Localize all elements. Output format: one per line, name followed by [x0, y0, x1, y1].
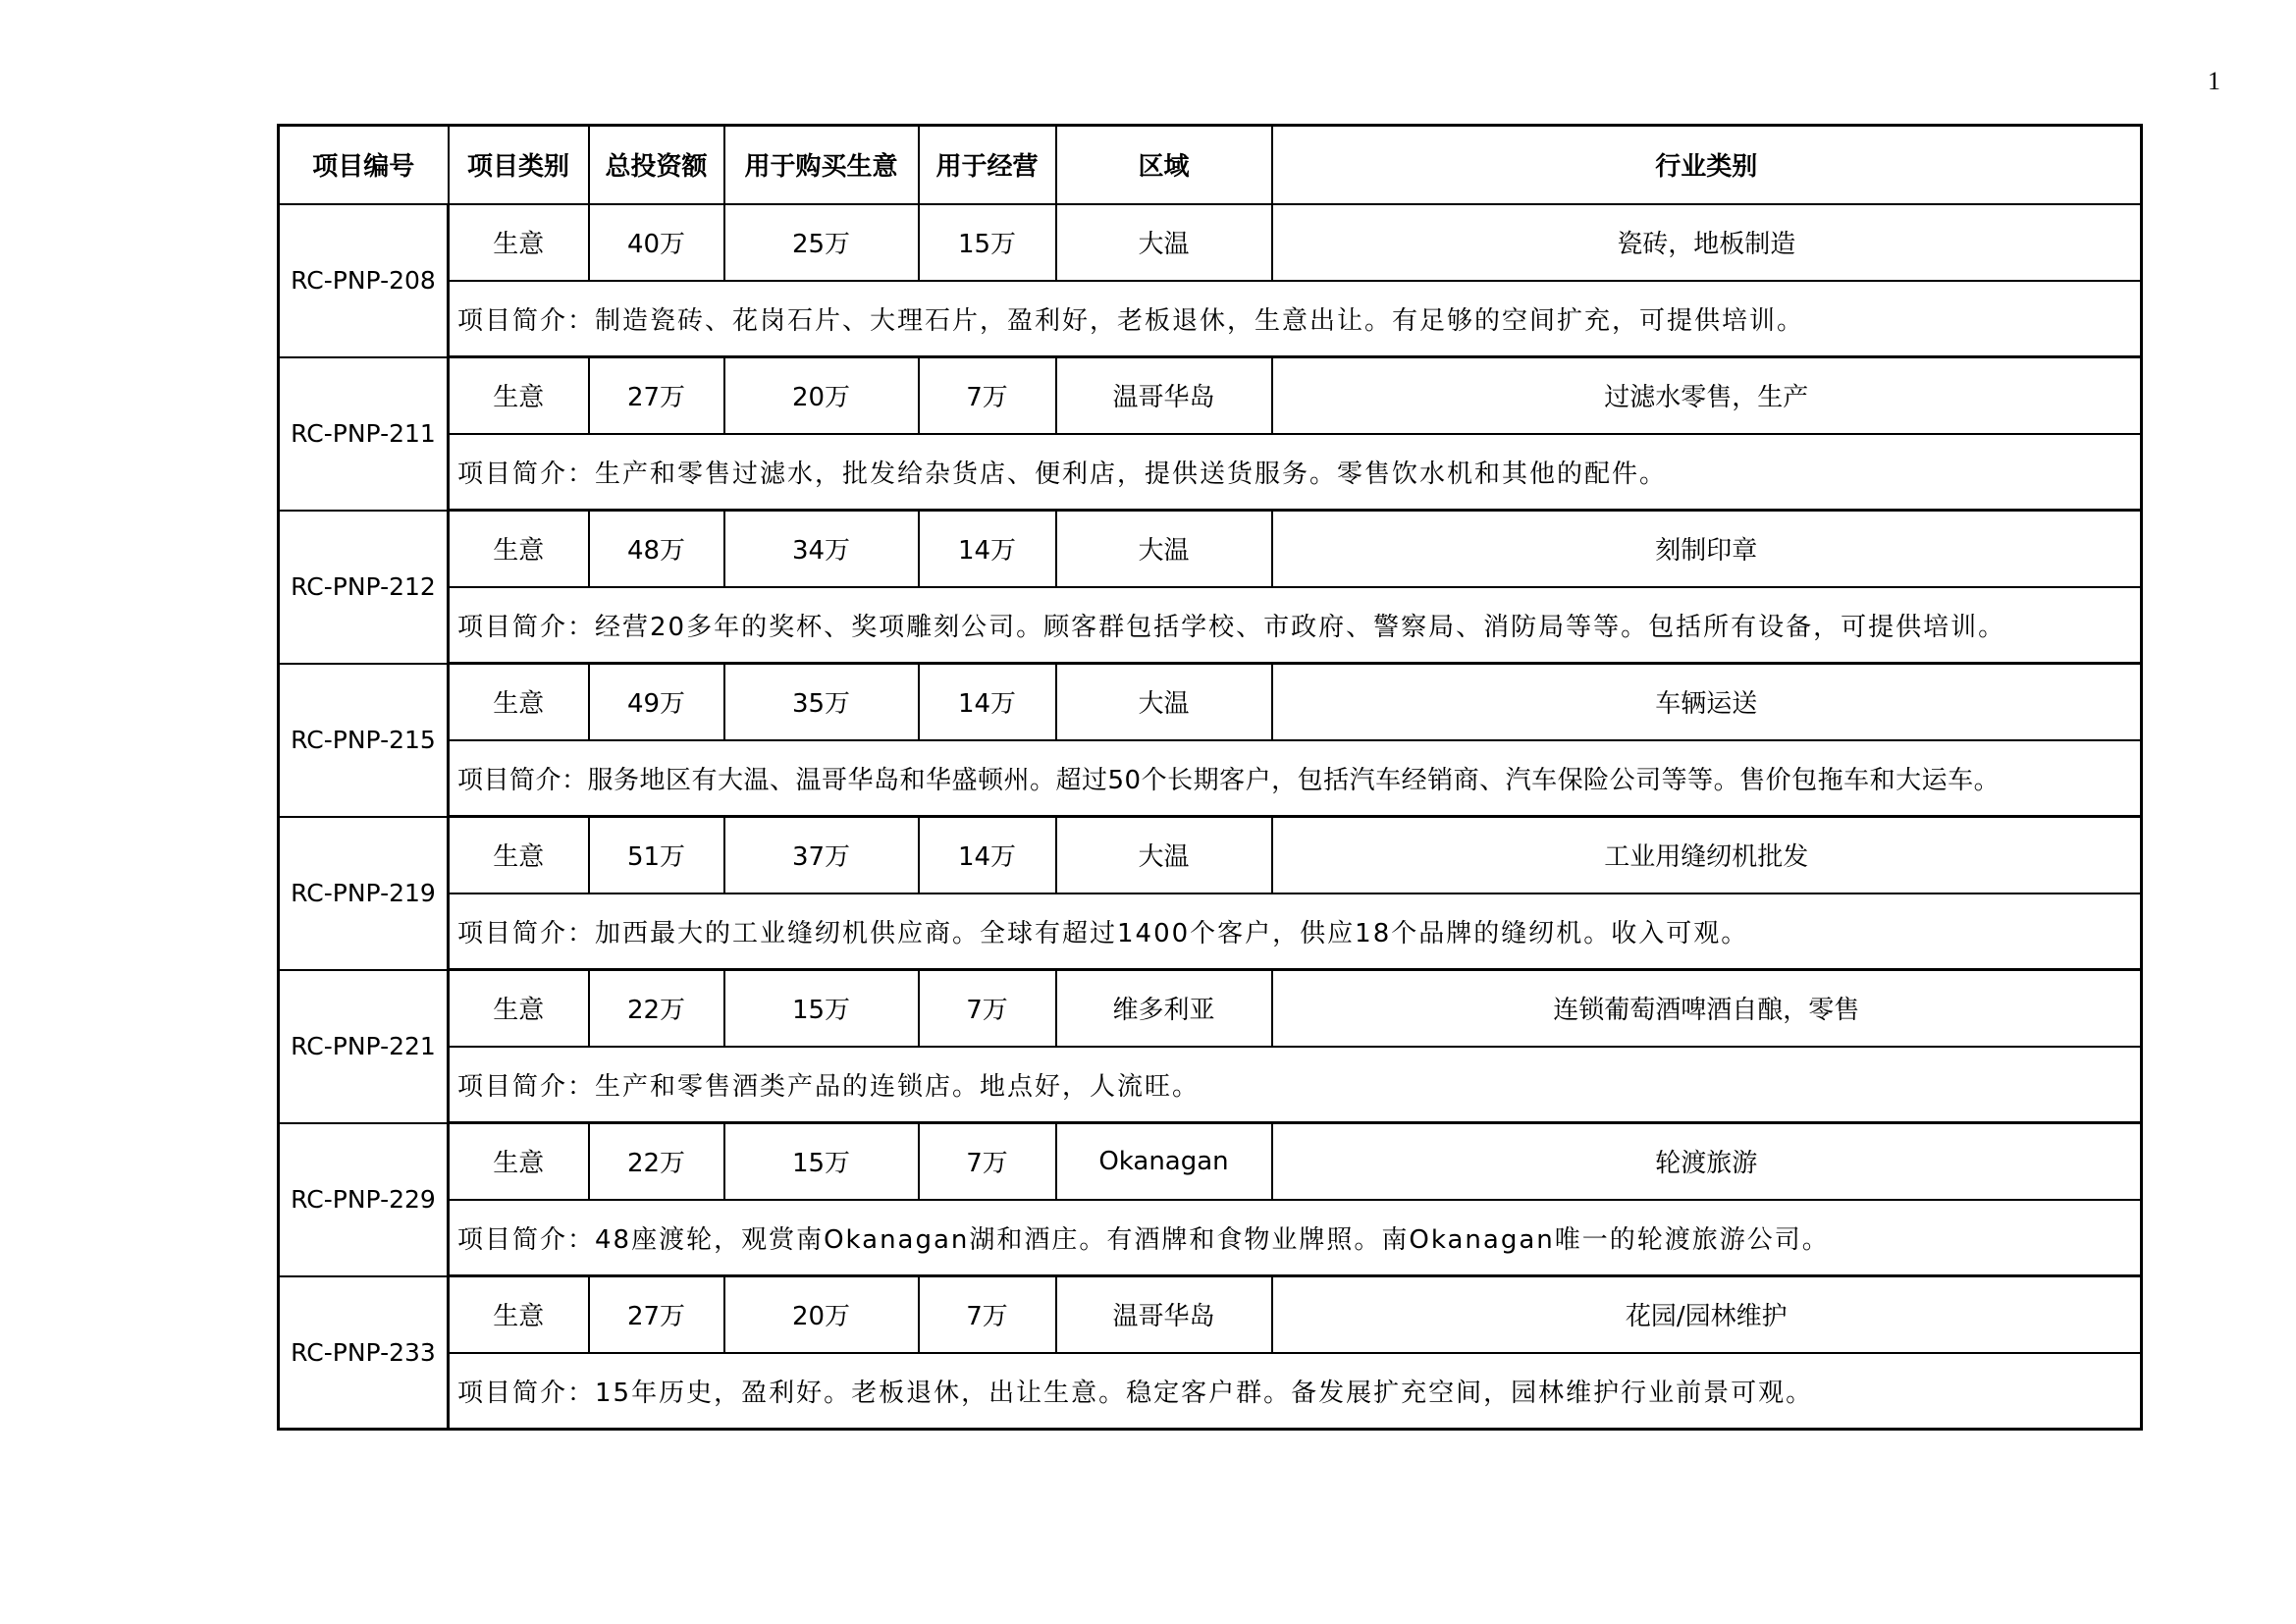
project-category: 生意 — [449, 817, 589, 893]
project-industry: 刻制印章 — [1272, 511, 2142, 587]
project-purchase: 35万 — [724, 664, 919, 740]
project-row — [279, 511, 2142, 587]
project-row — [279, 1276, 2142, 1353]
project-purchase: 37万 — [724, 817, 919, 893]
project-operation: 7万 — [919, 357, 1056, 434]
project-total: 27万 — [589, 357, 724, 434]
header-purchase-amount: 用于购买生意 — [724, 126, 919, 204]
header-row — [279, 126, 2142, 204]
project-operation: 7万 — [919, 970, 1056, 1047]
project-description-row — [279, 281, 2142, 357]
project-description: 项目简介：生产和零售酒类产品的连锁店。地点好，人流旺。 — [449, 1047, 2142, 1123]
project-id: RC-PNP-233 — [279, 1276, 449, 1430]
project-operation: 14万 — [919, 664, 1056, 740]
project-purchase: 15万 — [724, 1123, 919, 1200]
project-id: RC-PNP-229 — [279, 1123, 449, 1276]
project-region: 温哥华岛 — [1056, 357, 1272, 434]
project-id: RC-PNP-221 — [279, 970, 449, 1123]
project-purchase: 34万 — [724, 511, 919, 587]
project-description: 项目简介：15年历史，盈利好。老板退休，出让生意。稳定客户群。备发展扩充空间，园林维护行业前景可观。 — [449, 1353, 2142, 1430]
project-id: RC-PNP-208 — [279, 204, 449, 357]
project-total: 22万 — [589, 1123, 724, 1200]
project-description: 项目简介：制造瓷砖、花岗石片、大理石片，盈利好，老板退休，生意出让。有足够的空间扩充，可提供培训。 — [449, 281, 2142, 357]
project-total: 40万 — [589, 204, 724, 281]
project-description: 项目简介：经营20多年的奖杯、奖项雕刻公司。顾客群包括学校、市政府、警察局、消防局等等。包括所有设备，可提供培训。 — [449, 587, 2142, 664]
project-row — [279, 1123, 2142, 1200]
project-operation: 15万 — [919, 204, 1056, 281]
project-description-row — [279, 434, 2142, 511]
project-description-row — [279, 587, 2142, 664]
project-purchase: 20万 — [724, 357, 919, 434]
project-industry: 工业用缝纫机批发 — [1272, 817, 2142, 893]
header-project-id: 项目编号 — [279, 126, 449, 204]
project-category: 生意 — [449, 1123, 589, 1200]
project-region: 大温 — [1056, 817, 1272, 893]
project-row — [279, 204, 2142, 281]
header-total-investment: 总投资额 — [589, 126, 724, 204]
project-id: RC-PNP-212 — [279, 511, 449, 664]
project-row — [279, 817, 2142, 893]
header-industry: 行业类别 — [1272, 126, 2142, 204]
project-description: 项目简介：48座渡轮，观赏南Okanagan湖和酒庄。有酒牌和食物业牌照。南Okanagan唯一的轮渡旅游公司。 — [449, 1200, 2142, 1276]
project-category: 生意 — [449, 970, 589, 1047]
project-total: 49万 — [589, 664, 724, 740]
project-operation: 7万 — [919, 1276, 1056, 1353]
project-id: RC-PNP-211 — [279, 357, 449, 511]
project-category: 生意 — [449, 204, 589, 281]
project-region: 维多利亚 — [1056, 970, 1272, 1047]
header-category: 项目类别 — [449, 126, 589, 204]
project-description-row — [279, 893, 2142, 970]
project-id: RC-PNP-215 — [279, 664, 449, 817]
project-industry: 花园/园林维护 — [1272, 1276, 2142, 1353]
project-purchase: 15万 — [724, 970, 919, 1047]
project-industry: 瓷砖，地板制造 — [1272, 204, 2142, 281]
project-region: 温哥华岛 — [1056, 1276, 1272, 1353]
project-row — [279, 664, 2142, 740]
project-industry: 轮渡旅游 — [1272, 1123, 2142, 1200]
project-category: 生意 — [449, 357, 589, 434]
project-total: 27万 — [589, 1276, 724, 1353]
page-number: 1 — [2208, 67, 2220, 95]
project-description-row — [279, 1047, 2142, 1123]
project-total: 22万 — [589, 970, 724, 1047]
project-row — [279, 357, 2142, 434]
project-category: 生意 — [449, 1276, 589, 1353]
project-description: 项目简介：生产和零售过滤水，批发给杂货店、便利店，提供送货服务。零售饮水机和其他的配件。 — [449, 434, 2142, 511]
project-description-row — [279, 1200, 2142, 1276]
project-description: 项目简介：服务地区有大温、温哥华岛和华盛顿州。超过50个长期客户，包括汽车经销商、汽车保险公司等等。售价包拖车和大运车。 — [449, 740, 2142, 817]
project-description-row — [279, 1353, 2142, 1430]
project-operation: 7万 — [919, 1123, 1056, 1200]
header-region: 区域 — [1056, 126, 1272, 204]
project-category: 生意 — [449, 511, 589, 587]
project-id: RC-PNP-219 — [279, 817, 449, 970]
project-operation: 14万 — [919, 817, 1056, 893]
project-description: 项目简介：加西最大的工业缝纫机供应商。全球有超过1400个客户，供应18个品牌的缝纫机。收入可观。 — [449, 893, 2142, 970]
project-purchase: 25万 — [724, 204, 919, 281]
project-total: 48万 — [589, 511, 724, 587]
header-operation-amount: 用于经营 — [919, 126, 1056, 204]
project-purchase: 20万 — [724, 1276, 919, 1353]
project-industry: 过滤水零售，生产 — [1272, 357, 2142, 434]
project-industry: 连锁葡萄酒啤酒自酿，零售 — [1272, 970, 2142, 1047]
project-description-row — [279, 740, 2142, 817]
project-table — [277, 124, 2143, 1431]
project-total: 51万 — [589, 817, 724, 893]
project-industry: 车辆运送 — [1272, 664, 2142, 740]
project-category: 生意 — [449, 664, 589, 740]
project-operation: 14万 — [919, 511, 1056, 587]
project-region: Okanagan — [1056, 1123, 1272, 1200]
project-region: 大温 — [1056, 664, 1272, 740]
project-row — [279, 970, 2142, 1047]
project-region: 大温 — [1056, 511, 1272, 587]
project-region: 大温 — [1056, 204, 1272, 281]
